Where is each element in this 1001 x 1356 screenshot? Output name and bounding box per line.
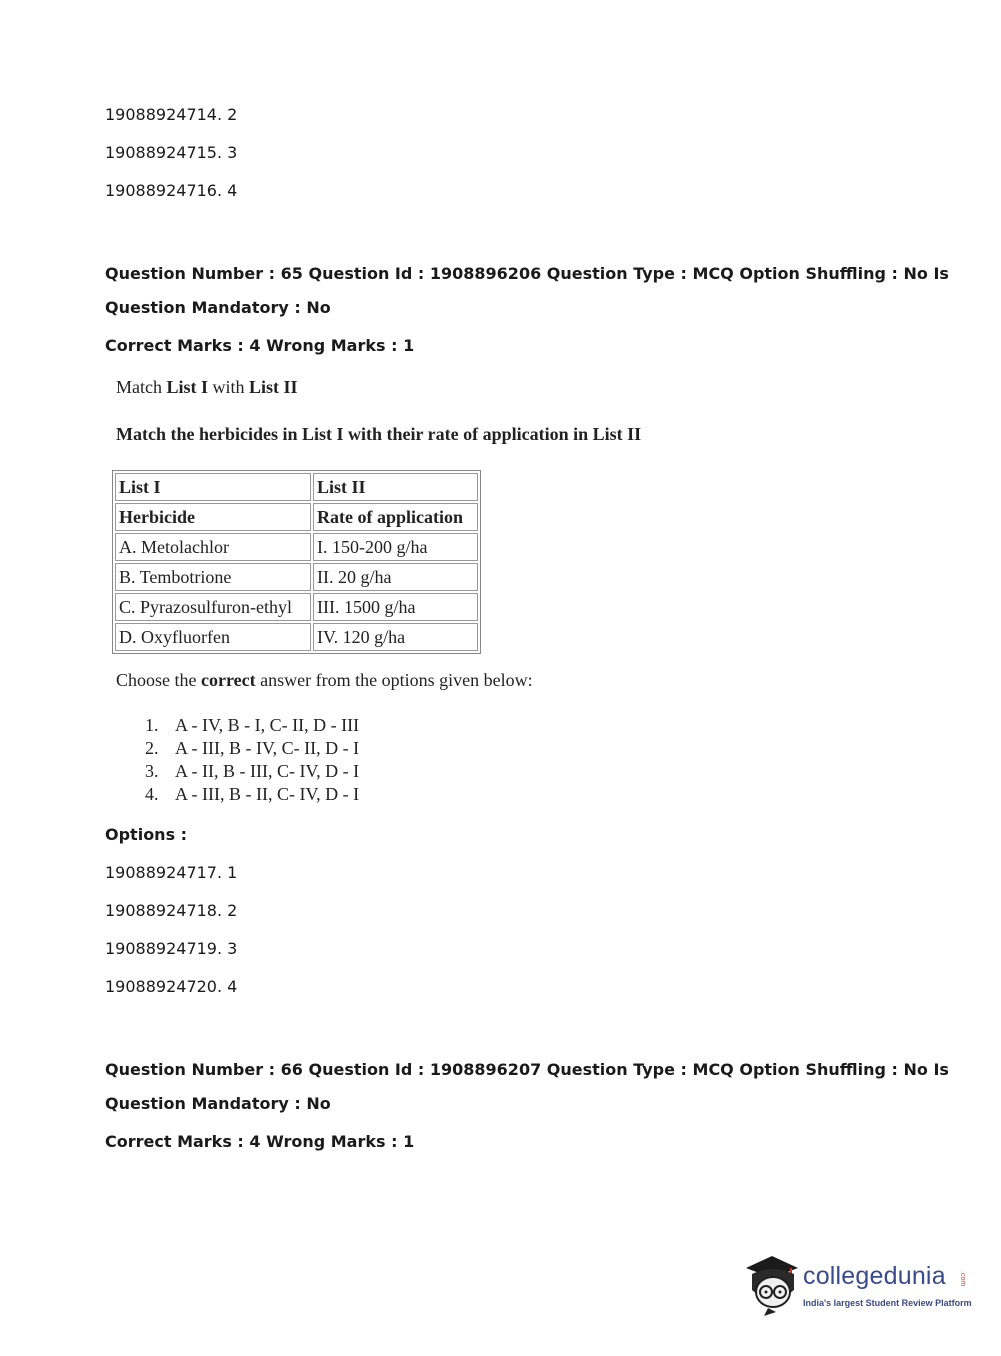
- table-row: [115, 563, 478, 591]
- option-line: 19088924719. 3: [105, 939, 238, 958]
- q65-header-line2: Question Mandatory : No: [105, 298, 331, 317]
- table-cell: B. Tembotrione: [115, 563, 311, 591]
- options-label: Options :: [105, 825, 188, 844]
- q66-header-line2: Question Mandatory : No: [105, 1094, 331, 1113]
- option-line: 19088924720. 4: [105, 977, 238, 996]
- table-cell: II. 20 g/ha: [313, 563, 478, 591]
- table-row: [115, 473, 478, 501]
- table-row: [115, 533, 478, 561]
- brand-name: collegedunia: [803, 1262, 946, 1290]
- table-cell: Rate of application: [313, 503, 478, 531]
- q65-choose-text: Choose the correct answer from the options given below:: [116, 670, 533, 690]
- q66-header-line1: Question Number : 66 Question Id : 1908896207 Question Type : MCQ Option Shuffling : No Is: [105, 1060, 949, 1079]
- list-item: 3. A - II, B - III, C- IV, D - I: [145, 761, 360, 781]
- table-row: [115, 593, 478, 621]
- table-cell: III. 1500 g/ha: [313, 593, 478, 621]
- option-line: 19088924715. 3: [105, 143, 238, 162]
- brand-tagline: India's largest Student Review Platform: [803, 1298, 972, 1308]
- q65-instruction: Match the herbicides in List I with their rate of application in List II: [116, 424, 642, 444]
- q65-intro: Match List I with List II: [116, 377, 298, 397]
- table-cell: D. Oxyfluorfen: [115, 623, 311, 651]
- table-cell: List I: [115, 473, 311, 501]
- table-row: [115, 503, 478, 531]
- table-cell: A. Metolachlor: [115, 533, 311, 561]
- table-cell: List II: [313, 473, 478, 501]
- match-table: [112, 470, 481, 654]
- list-item: 4. A - III, B - II, C- IV, D - I: [145, 784, 360, 804]
- table-cell: C. Pyrazosulfuron-ethyl: [115, 593, 311, 621]
- option-line: 19088924718. 2: [105, 901, 238, 920]
- option-line: 19088924716. 4: [105, 181, 238, 200]
- brand-domain: .com: [959, 1271, 966, 1287]
- answer-choices: [145, 714, 359, 806]
- table-cell: Herbicide: [115, 503, 311, 531]
- table-cell: I. 150-200 g/ha: [313, 533, 478, 561]
- q65-header-line1: Question Number : 65 Question Id : 1908896206 Question Type : MCQ Option Shuffling : No Is: [105, 264, 949, 283]
- q65-marks: Correct Marks : 4 Wrong Marks : 1: [105, 336, 415, 355]
- list-item: 1. A - IV, B - I, C- II, D - III: [145, 715, 360, 735]
- table-row: [115, 623, 478, 651]
- table-cell: IV. 120 g/ha: [313, 623, 478, 651]
- option-line: 19088924717. 1: [105, 863, 238, 882]
- list-item: 2. A - III, B - IV, C- II, D - I: [145, 738, 360, 758]
- option-line: 19088924714. 2: [105, 105, 238, 124]
- q66-marks: Correct Marks : 4 Wrong Marks : 1: [105, 1132, 415, 1151]
